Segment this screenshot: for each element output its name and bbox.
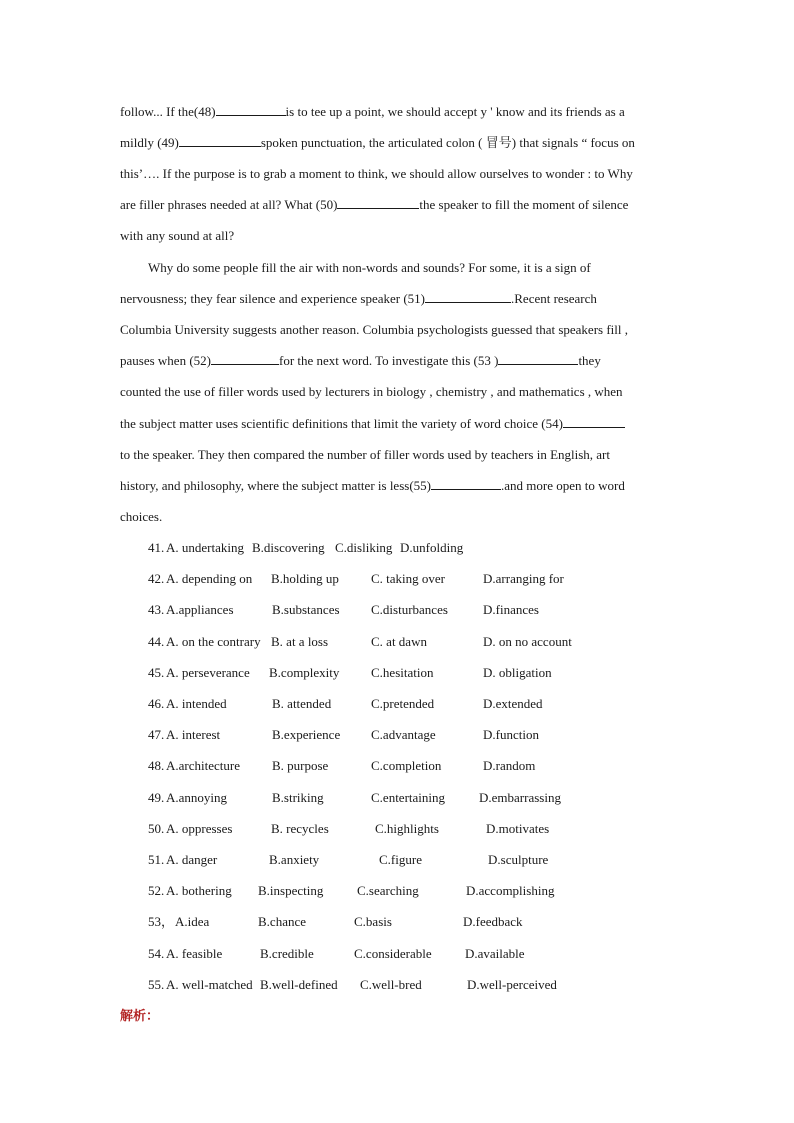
passage-line (148, 259, 674, 277)
option-b: B.discovering (252, 540, 325, 555)
option-d: D.function (483, 727, 539, 743)
passage-text: is to tee up a point, we should accept y ' know and its friends as a (285, 104, 625, 119)
option-row (148, 726, 668, 744)
blank-55 (431, 477, 501, 490)
option-d: D.motivates (486, 820, 550, 836)
option-b: B.well-defined (260, 976, 338, 992)
question-number: 46. (148, 696, 165, 711)
option-a: A. intended (166, 696, 227, 711)
question-number: 41. (148, 540, 165, 555)
option-a: A. danger (166, 852, 218, 867)
passage-text: pauses when (52) (120, 353, 211, 368)
option-b: B.substances (272, 602, 340, 618)
option-b: B.inspecting (258, 883, 324, 899)
option-c: C.advantage (371, 727, 436, 743)
passage-line (120, 352, 674, 370)
option-c: C.hesitation (371, 664, 434, 680)
passage-text: counted the use of filler words used by lecturers in biology , chemistry , and mathematics , when (120, 384, 623, 399)
option-c: C.pretended (371, 696, 435, 711)
option-a: A. perseverance (166, 664, 250, 680)
passage-line (120, 321, 674, 339)
option-a: A. depending on (166, 571, 253, 587)
question-number: 55. (148, 976, 165, 992)
option-b: B. recycles (271, 820, 329, 836)
option-row (148, 820, 668, 838)
option-c: C.disliking (335, 540, 393, 555)
option-d: D. on no account (483, 633, 572, 649)
question-number: 42. (148, 571, 165, 587)
passage-text: this’…. If the purpose is to grab a moment to think, we should allow ourselves to wonder : to Why (120, 166, 633, 181)
option-b: B.striking (272, 789, 324, 805)
passage-text: .and more open to word (500, 478, 625, 493)
option-d: D.extended (483, 696, 543, 711)
option-a: A. oppresses (166, 820, 233, 836)
passage-text: the speaker to fill the moment of silence (419, 197, 629, 212)
option-c: C.disturbances (371, 602, 448, 618)
blank-52 (211, 352, 279, 365)
passage-line (120, 227, 674, 245)
option-row (148, 976, 668, 994)
passage-text: Columbia University suggests another reason. Columbia psychologists guessed that speakers fill , (120, 322, 629, 337)
passage-text: the subject matter uses scientific definitions that limit the variety of word choice (54) (120, 416, 563, 431)
blank-53 (498, 352, 578, 365)
passage-text: history, and philosophy, where the subject matter is less(55) (120, 478, 431, 493)
option-c: C.basis (354, 914, 392, 930)
blank-49 (179, 134, 261, 147)
question-number: 48. (148, 758, 165, 774)
option-a: A. feasible (166, 945, 223, 961)
passage-text: Why do some people fill the air with non-words and sounds? For some, it is a sign of (148, 260, 591, 275)
option-c: C. at dawn (371, 633, 427, 649)
option-d: D.accomplishing (466, 883, 555, 899)
option-d: D.finances (483, 602, 539, 618)
option-d: D. obligation (483, 664, 552, 680)
question-number: 47. (148, 727, 165, 743)
option-row (148, 913, 668, 931)
option-a: A. well-matched (166, 976, 253, 992)
passage-text: for the next word. To investigate this (53 ) (278, 353, 499, 368)
passage-text: spoken punctuation, the articulated colon ( 冒号) that signals “ focus on (260, 135, 635, 150)
option-row (148, 851, 668, 869)
question-number: 43. (148, 602, 165, 618)
option-b: B.holding up (271, 571, 339, 587)
passage-line (120, 165, 674, 183)
question-number: 53， (148, 914, 175, 930)
question-number: 51. (148, 852, 165, 867)
option-d: D.well-perceived (467, 976, 557, 992)
option-row (148, 757, 668, 775)
option-c: C.figure (379, 852, 422, 867)
option-c: C.well-bred (360, 976, 422, 992)
option-row (148, 664, 668, 682)
passage-line (120, 134, 674, 152)
option-b: B.experience (272, 727, 341, 743)
passage-line (120, 415, 674, 433)
passage-text: they (578, 353, 601, 368)
blank-54 (563, 415, 625, 428)
option-a: A. bothering (166, 883, 232, 899)
passage-line (120, 290, 674, 308)
passage-text: mildly (49) (120, 135, 179, 150)
option-a: A.architecture (166, 758, 240, 774)
option-row (148, 695, 668, 713)
question-number: 45. (148, 664, 165, 680)
option-d: D.random (483, 758, 536, 774)
option-d: D.available (465, 945, 525, 961)
option-row (148, 633, 668, 651)
question-number: 50. (148, 820, 165, 836)
option-a: A.appliances (166, 602, 234, 618)
option-d: D.sculpture (488, 852, 549, 867)
option-a: A.idea (175, 914, 210, 930)
option-row (148, 539, 668, 557)
option-row (148, 601, 668, 619)
option-c: C.searching (357, 883, 419, 899)
question-number: 49. (148, 789, 165, 805)
option-d: D.arranging for (483, 571, 564, 587)
option-b: B.complexity (269, 664, 340, 680)
passage-line (120, 477, 674, 495)
option-a: A. on the contrary (166, 633, 261, 649)
question-number: 44. (148, 633, 165, 649)
question-number: 52. (148, 883, 165, 899)
option-c: C.completion (371, 758, 442, 774)
passage-text: follow... If the(48) (120, 104, 216, 119)
passage-text: choices. (120, 509, 163, 524)
option-b: B.chance (258, 914, 307, 930)
blank-51 (425, 290, 511, 303)
option-c: C.highlights (375, 820, 439, 836)
passage-line (120, 196, 674, 214)
passage-text: are filler phrases needed at all? What (50) (120, 197, 338, 212)
option-a: A.annoying (166, 789, 228, 805)
blank-48 (216, 103, 286, 116)
option-a: A. interest (166, 727, 221, 743)
option-b: B.anxiety (269, 852, 320, 867)
passage-line (120, 383, 674, 401)
passage-line (120, 446, 674, 464)
passage-line (120, 103, 674, 121)
option-d: D.unfolding (400, 540, 464, 555)
passage-text: with any sound at all? (120, 228, 235, 243)
analysis-label: 解析： (120, 1009, 160, 1024)
option-d: D.embarrassing (479, 789, 561, 805)
option-row (148, 570, 668, 588)
option-row (148, 945, 668, 963)
passage-text: nervousness; they fear silence and experience speaker (51) (120, 291, 425, 306)
option-row (148, 882, 668, 900)
question-number: 54. (148, 945, 165, 961)
blank-50 (337, 196, 419, 209)
option-b: B. at a loss (271, 633, 329, 649)
option-row (148, 789, 668, 807)
option-d: D.feedback (463, 914, 523, 930)
option-c: C.considerable (354, 945, 432, 961)
passage-text: .Recent research (511, 291, 597, 306)
passage-line (120, 508, 674, 526)
option-c: C. taking over (371, 571, 446, 587)
option-b: B. purpose (272, 758, 329, 774)
option-b: B. attended (272, 696, 332, 711)
option-b: B.credible (260, 945, 314, 961)
option-a: A. undertaking (166, 540, 244, 555)
option-c: C.entertaining (371, 789, 446, 805)
passage-text: to the speaker. They then compared the number of filler words used by teachers in English, art (120, 447, 611, 462)
